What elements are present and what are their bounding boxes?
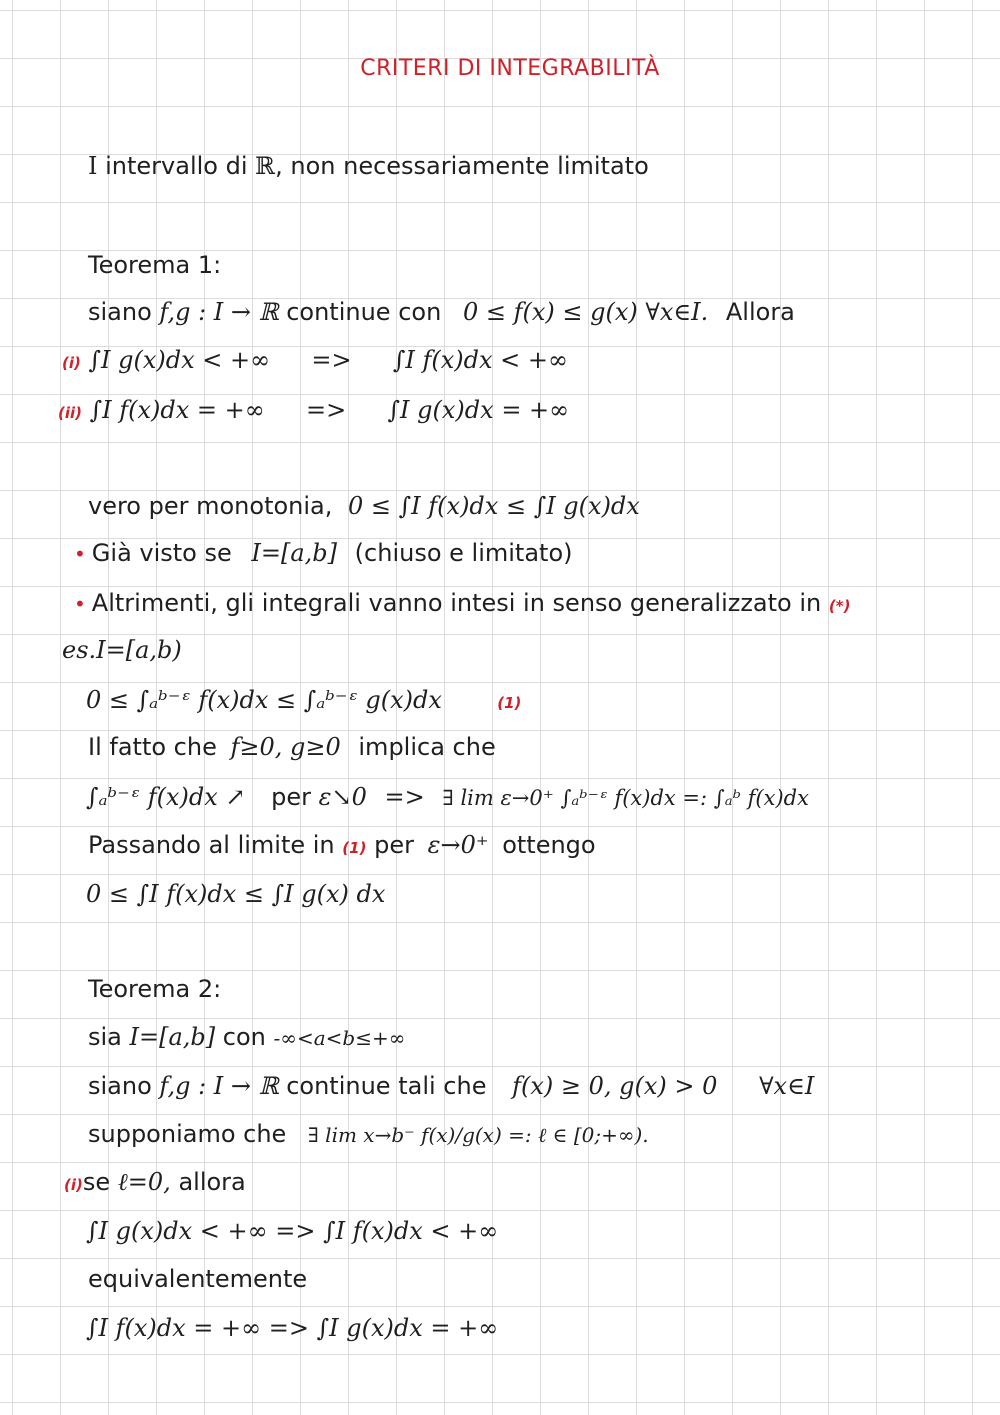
passando-line — [88, 829, 596, 864]
item-ii-lhs: ∫I f(x)dx = +∞ — [89, 396, 265, 424]
theorem2-case-i — [64, 1166, 246, 1201]
item-i-arrow: => — [311, 346, 352, 374]
theorem2-sia — [88, 1021, 405, 1054]
hyp-text-b: continue con — [286, 298, 442, 326]
limit-text: per — [271, 783, 311, 811]
bullet-dot: • — [74, 592, 86, 616]
siano-condition: f(x) ≥ 0, g(x) > 0 — [512, 1072, 718, 1100]
monotonia-line — [88, 490, 640, 522]
symbol-reals: ℝ — [255, 152, 276, 180]
hyp-function: f,g : I → ℝ — [159, 298, 279, 326]
theorem1-heading: Teorema 1: — [88, 251, 222, 279]
case-text-b: allora — [178, 1168, 246, 1196]
limit-lhs: ∫ₐᵇ⁻ᵋ f(x)dx ↗ — [86, 783, 246, 811]
monotonia-formula: 0 ≤ ∫I f(x)dx ≤ ∫I g(x)dx — [348, 492, 640, 520]
intro-line — [88, 150, 649, 182]
example-line — [62, 634, 182, 666]
bullet-dot: • — [74, 542, 86, 566]
siano-text-b: continue tali che — [286, 1072, 487, 1100]
theorem2-supponiamo — [88, 1118, 649, 1151]
limit-arrow: => — [384, 783, 425, 811]
ineq-formula: 0 ≤ ∫ₐᵇ⁻ᵋ f(x)dx ≤ ∫ₐᵇ⁻ᵋ g(x)dx — [86, 686, 442, 714]
equiv-implication-line — [86, 1312, 498, 1344]
es-formula: I=[a,b) — [96, 636, 182, 664]
equiv-implication: ∫I f(x)dx = +∞ => ∫I g(x)dx = +∞ — [86, 1314, 499, 1342]
hyp-condition: 0 ≤ f(x) ≤ g(x) ∀x∈I. — [462, 298, 709, 326]
bullet-gia-visto — [74, 537, 573, 570]
supp-formula: ∃ lim x→b⁻ f(x)/g(x) =: ℓ ∈ [0;+∞). — [307, 1123, 649, 1147]
bullet-altrimenti — [74, 587, 850, 622]
fatto-text-b: implica che — [358, 733, 496, 761]
page-title: CRITERI DI INTEGRABILITÀ — [360, 56, 660, 81]
fatto-text-a: Il fatto che — [88, 733, 217, 761]
sia-formula: I=[a,b] — [129, 1023, 216, 1051]
theorem1-item-i — [62, 344, 568, 379]
result-line — [86, 878, 385, 910]
bullet2-marker: (*) — [828, 597, 851, 615]
passando-eps: ε→0⁺ — [427, 831, 489, 859]
sia-text-a: sia — [88, 1023, 122, 1051]
passando-marker: (1) — [342, 839, 367, 857]
sia-condition: -∞<a<b≤+∞ — [273, 1026, 406, 1050]
item-ii-marker: (ii) — [58, 404, 82, 422]
case-implication: ∫I g(x)dx < +∞ => ∫I f(x)dx < +∞ — [86, 1217, 499, 1245]
item-ii-rhs: ∫I g(x)dx = +∞ — [387, 396, 570, 424]
bullet1-note: (chiuso e limitato) — [354, 539, 573, 567]
passando-text-b: per — [374, 831, 414, 859]
equivalentemente-line: equivalentemente — [88, 1265, 308, 1293]
theorem1-hypothesis — [88, 296, 795, 328]
theorem1-item-ii — [58, 394, 569, 429]
item-i-lhs: ∫I g(x)dx < +∞ — [88, 346, 271, 374]
item-i-rhs: ∫I f(x)dx < +∞ — [392, 346, 569, 374]
theorem2-heading: Teorema 2: — [88, 975, 222, 1003]
intro-text-a: intervallo di — [105, 152, 248, 180]
ineq-marker: (1) — [497, 694, 522, 712]
case-marker: (i) — [64, 1176, 83, 1194]
limit-rhs: ∃ lim ε→0⁺ ∫ₐᵇ⁻ᵋ f(x)dx =: ∫ₐᵇ f(x)dx — [442, 786, 809, 810]
bullet1-formula: I=[a,b] — [251, 539, 338, 567]
hyp-text-c: Allora — [725, 298, 795, 326]
intro-text-b: , non necessariamente limitato — [275, 152, 649, 180]
siano-forall: ∀x∈I — [759, 1072, 815, 1100]
supp-text: supponiamo che — [88, 1120, 287, 1148]
hyp-text-a: siano — [88, 298, 152, 326]
symbol-interval: I — [88, 152, 98, 180]
sia-text-b: con — [222, 1023, 266, 1051]
monotonia-text: vero per monotonia, — [88, 492, 333, 520]
fatto-formula: f≥0, g≥0 — [230, 733, 341, 761]
item-i-marker: (i) — [62, 354, 81, 372]
limit-line — [86, 781, 809, 814]
limit-eps: ε↘0 — [318, 783, 367, 811]
item-ii-arrow: => — [306, 396, 347, 424]
passando-text-a: Passando al limite in — [88, 831, 335, 859]
case-text-a: se — [82, 1168, 111, 1196]
bullet1-text: Già visto se — [91, 539, 232, 567]
fatto-line — [88, 731, 496, 763]
case-formula: ℓ=0, — [117, 1168, 171, 1196]
inequality-line — [86, 684, 521, 719]
passando-text-c: ottengo — [502, 831, 596, 859]
case-implication-line — [86, 1215, 498, 1247]
siano-function: f,g : I → ℝ — [159, 1072, 279, 1100]
siano-text-a: siano — [88, 1072, 152, 1100]
theorem2-siano — [88, 1070, 814, 1102]
bullet2-text: Altrimenti, gli integrali vanno intesi in senso generalizzato in — [91, 589, 822, 617]
result-formula: 0 ≤ ∫I f(x)dx ≤ ∫I g(x) dx — [86, 880, 386, 908]
es-label: es. — [62, 636, 97, 664]
